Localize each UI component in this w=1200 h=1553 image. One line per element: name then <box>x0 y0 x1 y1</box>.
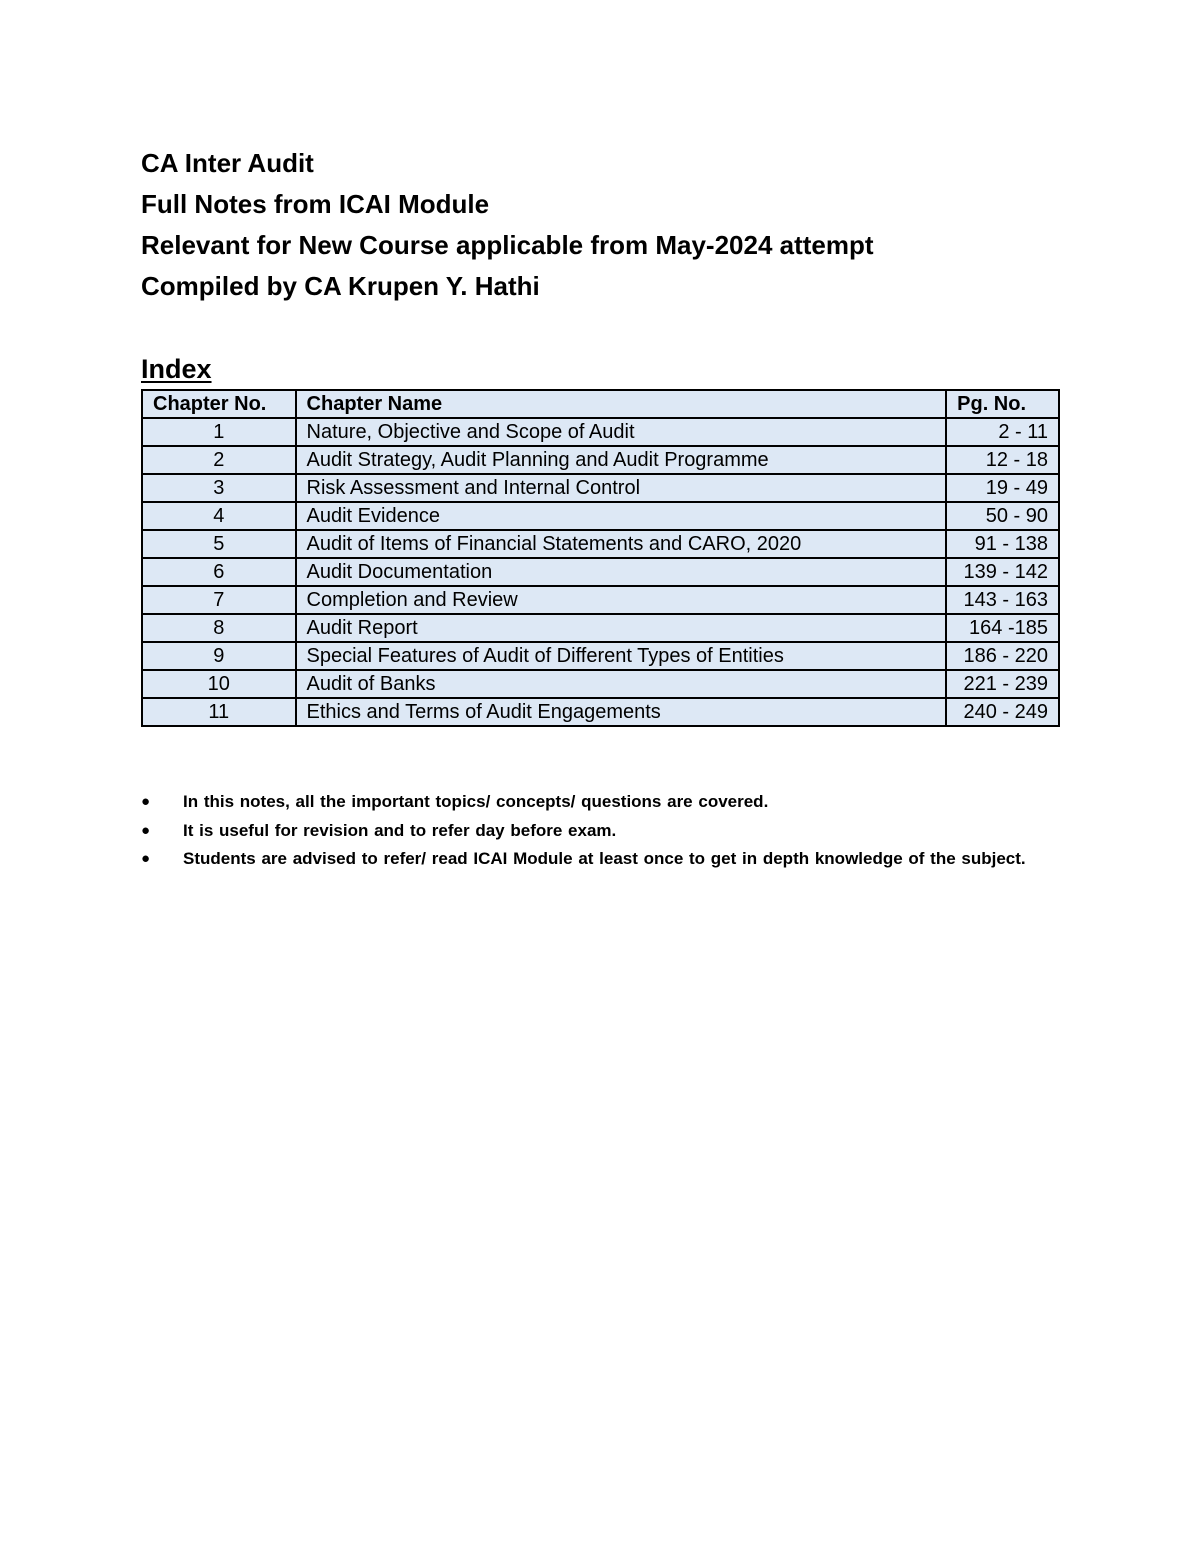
chapter-number: 9 <box>142 642 296 670</box>
chapter-name: Nature, Objective and Scope of Audit <box>296 418 947 446</box>
column-header-page-no: Pg. No. <box>946 390 1059 418</box>
table-row <box>142 530 1059 558</box>
column-header-chapter-no: Chapter No. <box>142 390 296 418</box>
note-item <box>141 817 1060 846</box>
table-row <box>142 586 1059 614</box>
chapter-pages: 139 - 142 <box>946 558 1059 586</box>
table-row <box>142 502 1059 530</box>
chapter-pages: 186 - 220 <box>946 642 1059 670</box>
chapter-name: Special Features of Audit of Different Types of Entities <box>296 642 947 670</box>
chapter-pages: 164 -185 <box>946 614 1059 642</box>
chapter-number: 10 <box>142 670 296 698</box>
note-text: It is useful for revision and to refer day before exam. <box>183 820 617 840</box>
chapter-name: Ethics and Terms of Audit Engagements <box>296 698 947 726</box>
title-line: CA Inter Audit <box>141 148 314 178</box>
chapter-number: 3 <box>142 474 296 502</box>
chapter-name: Audit Evidence <box>296 502 947 530</box>
chapter-pages: 221 - 239 <box>946 670 1059 698</box>
chapter-pages: 143 - 163 <box>946 586 1059 614</box>
note-text: In this notes, all the important topics/ concepts/ questions are covered. <box>183 792 769 811</box>
chapter-pages: 19 - 49 <box>946 474 1059 502</box>
chapter-pages: 50 - 90 <box>946 502 1059 530</box>
note-item <box>141 788 1060 817</box>
chapter-number: 7 <box>142 586 296 614</box>
chapter-number: 8 <box>142 614 296 642</box>
chapter-pages: 12 - 18 <box>946 446 1059 474</box>
chapter-name: Audit of Banks <box>296 670 947 698</box>
chapter-number: 11 <box>142 698 296 726</box>
index-table <box>141 389 1060 727</box>
bullet-icon: ● <box>141 821 151 839</box>
table-row <box>142 418 1059 446</box>
chapter-pages: 2 - 11 <box>946 418 1059 446</box>
chapter-number: 6 <box>142 558 296 586</box>
chapter-number: 1 <box>142 418 296 446</box>
chapter-name: Audit Strategy, Audit Planning and Audit Programme <box>296 446 947 474</box>
chapter-number: 5 <box>142 530 296 558</box>
chapter-number: 4 <box>142 502 296 530</box>
document-title-block <box>141 143 874 307</box>
chapter-number: 2 <box>142 446 296 474</box>
bullet-icon: ● <box>141 850 151 867</box>
title-line: Full Notes from ICAI Module <box>141 189 490 219</box>
chapter-name: Audit Report <box>296 614 947 642</box>
chapter-name: Risk Assessment and Internal Control <box>296 474 947 502</box>
table-row <box>142 698 1059 726</box>
table-row <box>142 614 1059 642</box>
note-text: Students are advised to refer/ read ICAI Module at least once to get in depth knowledge of the subject. <box>183 849 1026 868</box>
table-header-row <box>142 390 1059 418</box>
chapter-name: Audit Documentation <box>296 558 947 586</box>
title-line: Compiled by CA Krupen Y. Hathi <box>141 271 540 301</box>
table-row <box>142 558 1059 586</box>
chapter-name: Audit of Items of Financial Statements and CARO, 2020 <box>296 530 947 558</box>
title-line: Relevant for New Course applicable from May-2024 attempt <box>141 230 874 260</box>
chapter-pages: 91 - 138 <box>946 530 1059 558</box>
notes-list <box>141 788 1060 874</box>
note-item <box>141 845 1060 874</box>
chapter-pages: 240 - 249 <box>946 698 1059 726</box>
column-header-chapter-name: Chapter Name <box>296 390 947 418</box>
bullet-icon: ● <box>141 793 151 810</box>
chapter-name: Completion and Review <box>296 586 947 614</box>
table-row <box>142 446 1059 474</box>
table-row <box>142 642 1059 670</box>
table-row <box>142 474 1059 502</box>
table-row <box>142 670 1059 698</box>
index-heading: Index <box>141 354 212 384</box>
